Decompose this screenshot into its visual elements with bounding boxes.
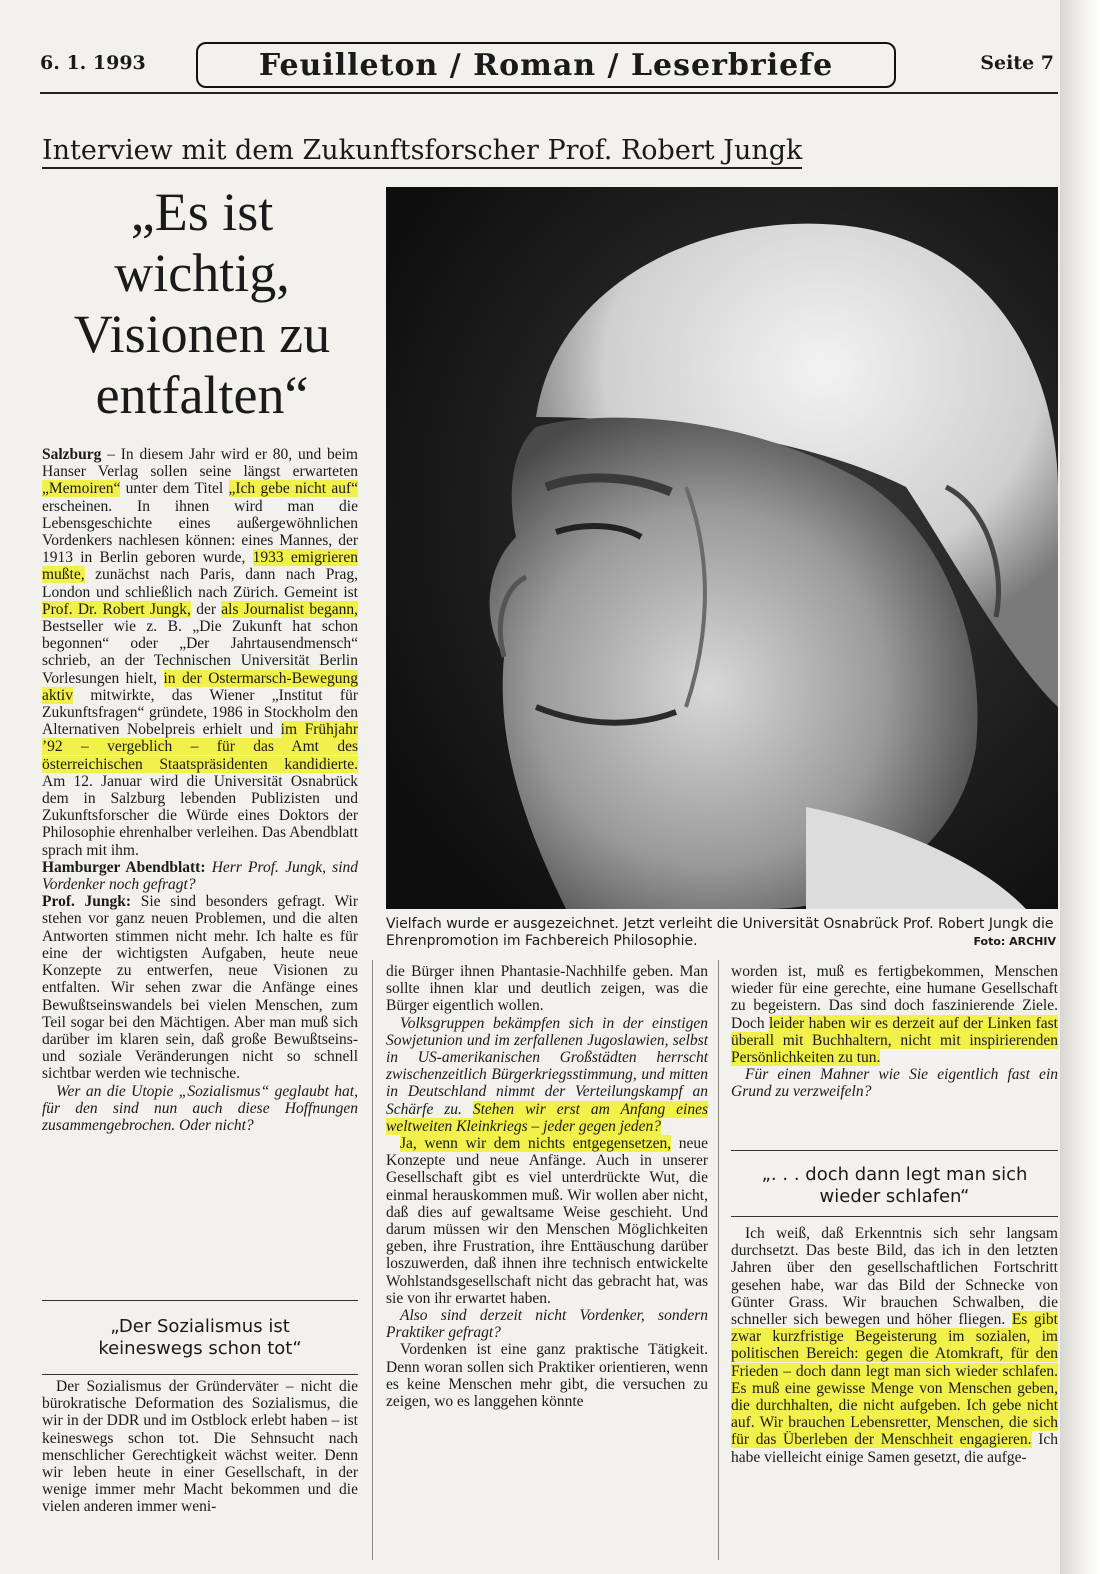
article-column-1-continued [42,1378,358,1516]
dateline: Salzburg [42,446,102,463]
page-number: Seite 7 [980,52,1054,74]
interview-question: Hamburger Abendblatt: Herr Prof. Jungk, sind Vordenker noch gefragt? [42,858,359,894]
photo-caption: Vielfach wurde er ausgezeichnet. Jetzt verleiht die Universität Osnabrück Prof. Robert Jungk die Ehrenpromotion im Fachbereich Philosophie. Foto: ARCHIV [386,916,1056,949]
subhead-rule [42,1374,358,1375]
subheading-1: „Der Sozialismus ist keineswegs schon tot“ [42,1302,358,1360]
highlight: Prof. Dr. Robert Jungk, [42,600,191,618]
subheading-2: „. . . doch dann legt man sich wieder schlafen“ [731,1152,1058,1208]
subhead-rule [42,1300,358,1301]
column-divider [372,960,373,1560]
headline-line: entfalten“ [95,365,309,425]
interview-question: Für einen Mahner wie Sie eigentlich fast ein Grund zu verzweifeln? [731,1066,1058,1101]
body-paragraph: Der Sozialismus der Gründerväter – nicht die bürokratische Deformation des Sozialismus, die wir in der DDR und im Ostblock erlebt haben – ist keineswegs schon tot. Die Sehnsucht nach menschlicher Gerechtigkeit wächst weiter. Denn wir leben heute in einer Gesellschaft, in der wenige immer mehr Macht bekommen und die vielen anderen immer weni- [42,1378,358,1516]
issue-date: 6. 1. 1993 [40,52,146,74]
article-column-3 [731,963,1058,1101]
highlight: Stehen wir erst am Anfang eines weltweiten Kleinkriegs – jeder gegen jeden? [386,1100,708,1135]
headline-line: „Es ist [130,182,274,242]
headline-line: Visionen zu [73,304,331,364]
interview-question: Volksgruppen bekämpfen sich in der einstigen Sowjetunion und im zerfallenen Jugoslawien, selbst in US-amerikanischen Großstädten herrscht zwischenzeitlich Bürgerkriegsstimmung, und mitten in Deutschland nimmt der Verteilungskampf an Schärfe zu. Stehen wir erst am Anfang eines weltweiten Kleinkriegs – jeder gegen jeden? [386,1014,708,1135]
masthead-rule [40,92,1058,94]
highlight: im Frühjahr ’92 – vergeblich – für das Amt des österreichischen Staatspräsidenten kandidierte. [42,721,358,773]
headline-line: wichtig, [114,243,290,303]
page-edge [1060,0,1100,1574]
portrait-illustration [386,187,1058,909]
article-column-2 [386,963,708,1410]
section-banner: Feuilleton / Roman / Leserbriefe [196,42,896,88]
article-headline [32,182,372,426]
interview-answer: Ja, wenn wir dem nichts entgegensetzen, neue Konzepte und neue Anfänge. Auch in unserer Gesellschaft gibt es viel unterdrückte Wut, die einmal herauskommen muß. Wir wollen aber nicht, daß dies auf gewaltsame Weise geschieht. Und darum müssen wir den Menschen Möglichkeiten geben, ihre Frustration, ihre Enttäuschung darüber loszuwerden, daß ihnen ihre technisch entwickelte Wohlstandsgesellschaft nicht das gebracht hat, was sie von ihr erwartet haben. [386,1135,709,1307]
interview-answer: Vordenken ist eine ganz praktische Tätigkeit. Denn woran sollen sich Praktiker orientieren, wenn es keine Menschen mehr gibt, die versuchen zu zeigen, wo es langgehen könnte [386,1341,708,1411]
article-column-3-continued [731,1225,1058,1466]
intro-paragraph: Salzburg – In diesem Jahr wird er 80, und beim Hanser Verlag sollen seine längst erwarteten „Memoiren“ unter dem Titel „Ich gebe nicht auf“ erscheinen. In ihnen wird man die Lebensgeschichte eines außergewöhnlichen Vordenkers nachlesen können: eines Mannes, der 1913 in Berlin geboren wurde, 1933 emigrieren mußte, zunächst nach Paris, dann nach Prag, London und schließlich nach Zürich. Gemeint ist Prof. Dr. Robert Jungk, der als Journalist begann, Bestseller wie z. B. „Die Zukunft hat schon begonnen“ oder „Der Jahrtausendmensch“ schrieb, an der Technischen Universität Berlin Vorlesungen hielt, in der Ostermarsch-Bewegung aktiv mitwirkte, das Wiener „Institut für Zukunftsfragen“ gründete, 1986 in Stockholm den Alternativen Nobelpreis erhielt und im Frühjahr ’92 – vergeblich – für das Amt des österreichischen Staatspräsidenten kandidierte. Am 12. Januar wird die Universität Osnabrück dem in Salzburg lebenden Publizisten und Zukunftsforscher die Würde eines Doktors der Philosophie ehrenhalber verleihen. Das Abendblatt sprach mit ihm. [42,446,359,859]
subhead-rule [731,1216,1058,1217]
body-paragraph: die Bürger ihnen Phantasie-Nachhilfe geben. Man sollte ihnen klar und deutlich zeigen, was die Bürger eigentlich wollen. [386,963,708,1015]
interview-question: Also sind derzeit nicht Vordenker, sondern Praktiker gefragt? [386,1307,708,1342]
highlight: leider haben wir es derzeit auf der Linken fast überall mit Buchhaltern, nicht mit inspirierenden Persönlichkeiten zu tun. [731,1014,1058,1067]
interview-question: Wer an die Utopie „Sozialismus“ geglaubt hat, für den sind nun auch diese Hoffnungen zusammengebrochen. Oder nicht? [42,1082,358,1134]
highlight: als Journalist begann, [221,600,358,618]
column-divider [718,960,719,1560]
highlight: „Memoiren“ [42,480,121,498]
highlight: 1933 emigrieren mußte, [42,549,358,584]
body-paragraph: Ich weiß, daß Erkenntnis sich sehr langsam durchsetzt. Das beste Bild, das ich in den letzten Jahren über den gesellschaftlichen Fortschritt gesehen habe, war das Bild der Schnecke von Günter Grass. Wir brauchen Schwalben, die schneller sich bewegen und höher fliegen. Es gibt zwar kurzfristige Begeisterung im sozialen, im politischen Bereich: gegen die Atomkraft, für den Frieden – doch dann legt man sich wieder schlafen. Es muß eine gewisse Menge von Menschen geben, die durchhalten, die nicht aufgeben. Ich gebe nicht auf. Wir brauchen Lebensretter, Menschen, die sich für das Überleben der Menschheit engagieren. Ich habe vielleicht einige Samen gesetzt, die aufge- [731,1225,1058,1466]
highlight: „Ich gebe nicht auf“ [228,480,359,498]
photo-credit: Foto: ARCHIV [973,935,1056,948]
article-column-1 [42,446,358,1134]
highlight: Ja, wenn wir dem nichts entgegensetzen, [400,1135,672,1153]
body-paragraph: worden ist, muß es fertigbekommen, Menschen wieder für eine gerechte, eine humane Gesellschaft zu begeistern. Das sind doch faszinierende Ziele. Doch leider haben wir es derzeit auf der Linken fast überall mit Buchhaltern, nicht mit inspirierenden Persönlichkeiten zu tun. [731,963,1058,1067]
highlight: in der Ostermarsch-Bewegung aktiv [42,669,358,704]
highlight: Es gibt zwar kurzfristige Begeisterung im sozialen, im politischen Bereich: gegen die Atomkraft, für den Frieden – doch dann legt man sich wieder schlafen. Es muß eine gewisse Menge von Menschen geben, die durchhalten, die nicht aufgeben. Ich gebe nicht auf. Wir brauchen Lebensretter, Menschen, die sich für das Überleben der Menschheit engagieren. [731,1311,1058,1449]
article-kicker: Interview mit dem Zukunftsforscher Prof. Robert Jungk [42,135,802,169]
portrait-photo [386,187,1058,909]
interview-answer: Prof. Jungk: Sie sind besonders gefragt. Wir stehen vor ganz neuen Problemen, und die alten Antworten stimmen nicht mehr. Ich halte es für eine der wichtigsten Aufgaben, heute neue Konzepte zu entwerfen, neue Visionen zu entfalten. Wir sehen zwar die Anfänge eines Bewußtseinswandels bei vielen Menschen, zum Teil sogar bei den Mächtigen. Aber man muß sich darüber im klaren sein, daß große Bewußtseins- und soziale Veränderungen nicht so schnell sichtbar werden wie technische. [42,893,358,1083]
subhead-rule [731,1150,1058,1151]
